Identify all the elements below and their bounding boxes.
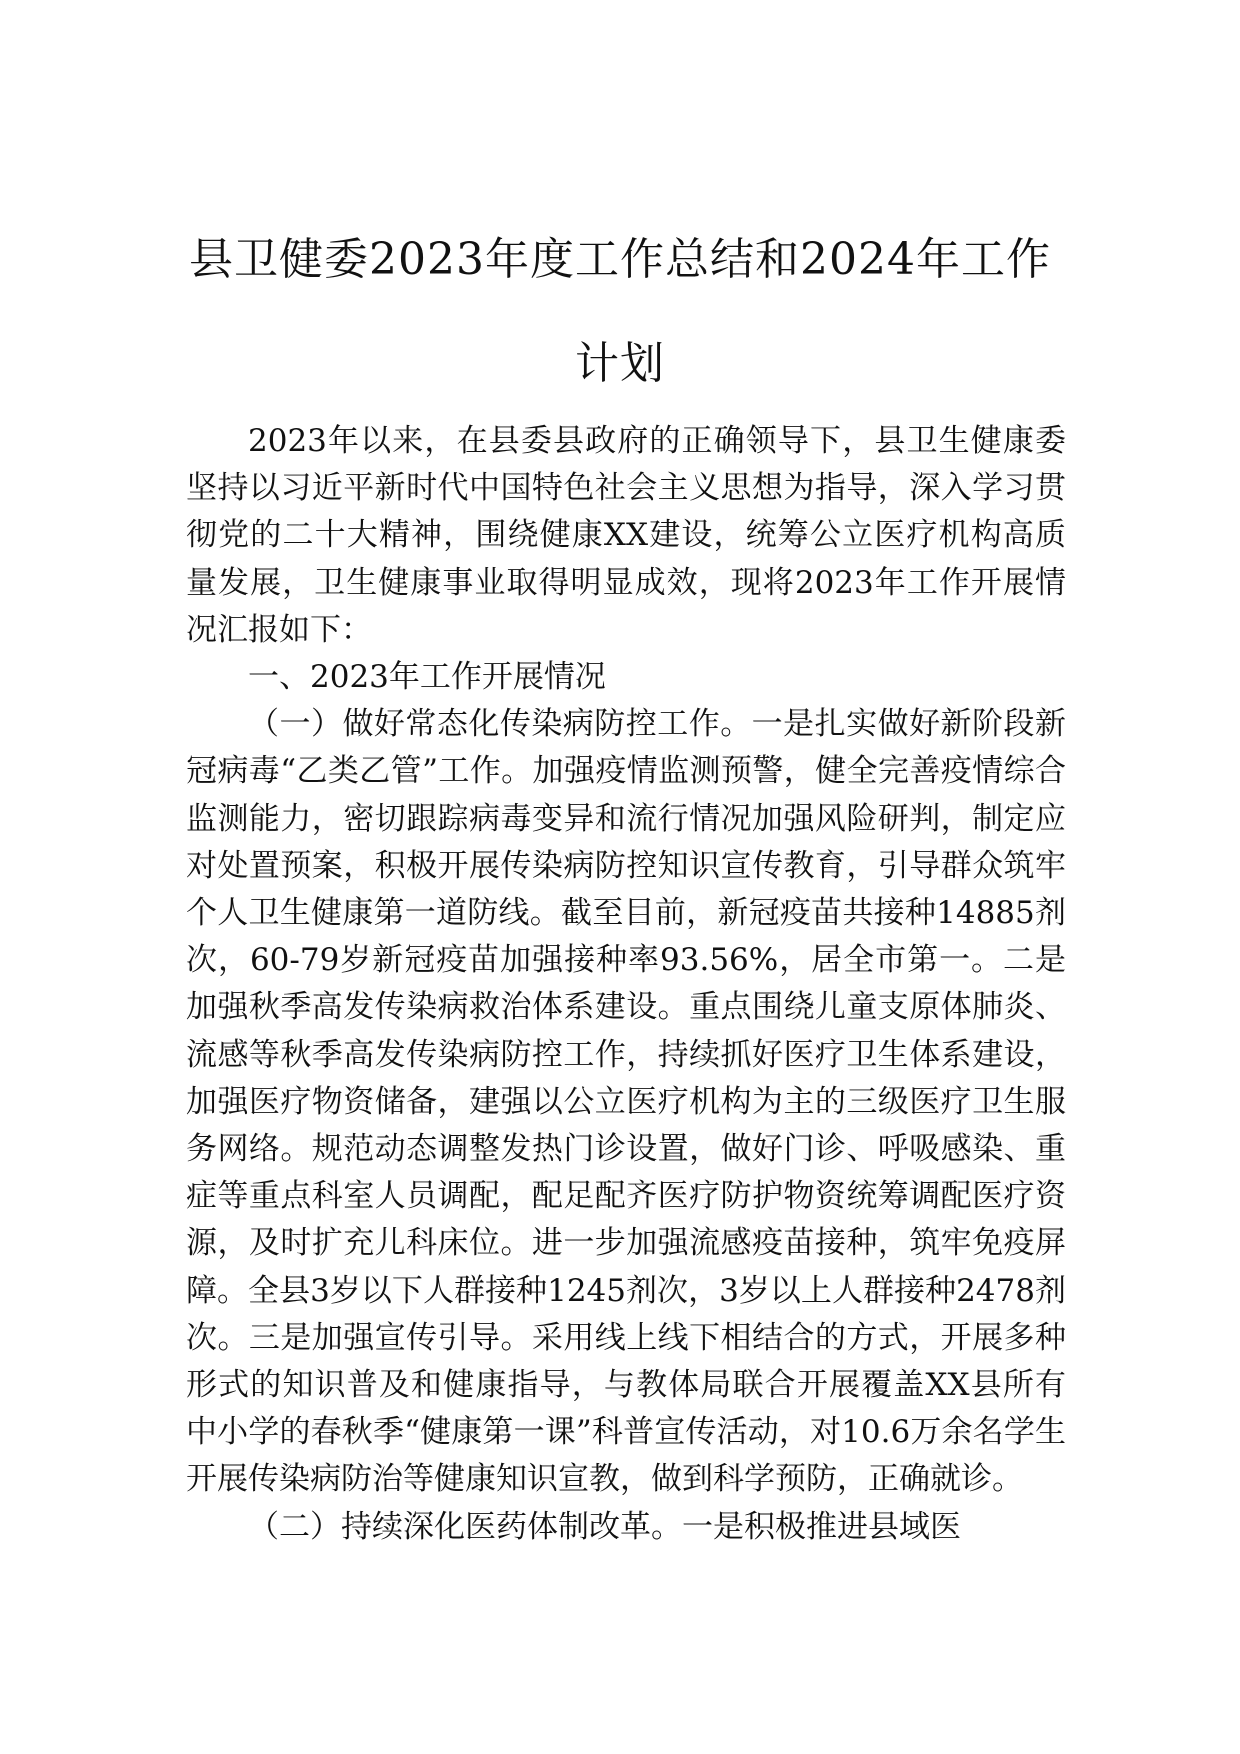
intro-paragraph: 2023年以来，在县委县政府的正确领导下，县卫生健康委坚持以习近平新时代中国特色社会主义思想为指导，深入学习贯彻党的二十大精神，围绕健康XX建设，统筹公立医疗机构高质量发展，卫生健康事业取得明显成效，现将2023年工作开展情况汇报如下： — [186, 423, 1066, 648]
section-heading: 一、2023年工作开展情况 — [248, 659, 606, 696]
document-title — [160, 208, 1080, 416]
subsection-paragraph-1: （一）做好常态化传染病防控工作。一是扎实做好新阶段新冠病毒“乙类乙管”工作。加强疫情监测预警，健全完善疫情综合监测能力，密切跟踪病毒变异和流行情况加强风险研判，制定应对处置预案，积极开展传染病防控知识宣传教育，引导群众筑牢个人卫生健康第一道防线。截至目前，新冠疫苗共接种14885剂次，60-79岁新冠疫苗加强接种率93.56%，居全市第一。二是加强秋季高发传染病救治体系建设。重点围绕儿童支原体肺炎、流感等秋季高发传染病防控工作，持续抓好医疗卫生体系建设，加强医疗物资储备，建强以公立医疗机构为主的三级医疗卫生服务网络。规范动态调整发热门诊设置，做好门诊、呼吸感染、重症等重点科室人员调配，配足配齐医疗防护物资统筹调配医疗资源，及时扩充儿科床位。进一步加强流感疫苗接种，筑牢免疫屏障。全县3岁以下人群接种1245剂次，3岁以上人群接种2478剂次。三是加强宣传引导。采用线上线下相结合的方式，开展多种形式的知识普及和健康指导，与教体局联合开展覆盖XX县所有中小学的春秋季“健康第一课”科普宣传活动，对10.6万余名学生开展传染病防治等健康知识宣教，做到科学预防，正确就诊。 — [186, 706, 1066, 1498]
title-line-2: 计划 — [575, 338, 665, 389]
subsection-paragraph-2: （二）持续深化医药体制改革。一是积极推进县域医 — [248, 1508, 961, 1545]
document-body — [186, 418, 1066, 1551]
title-line-1: 县卫健委2023年度工作总结和2024年工作 — [189, 234, 1051, 285]
